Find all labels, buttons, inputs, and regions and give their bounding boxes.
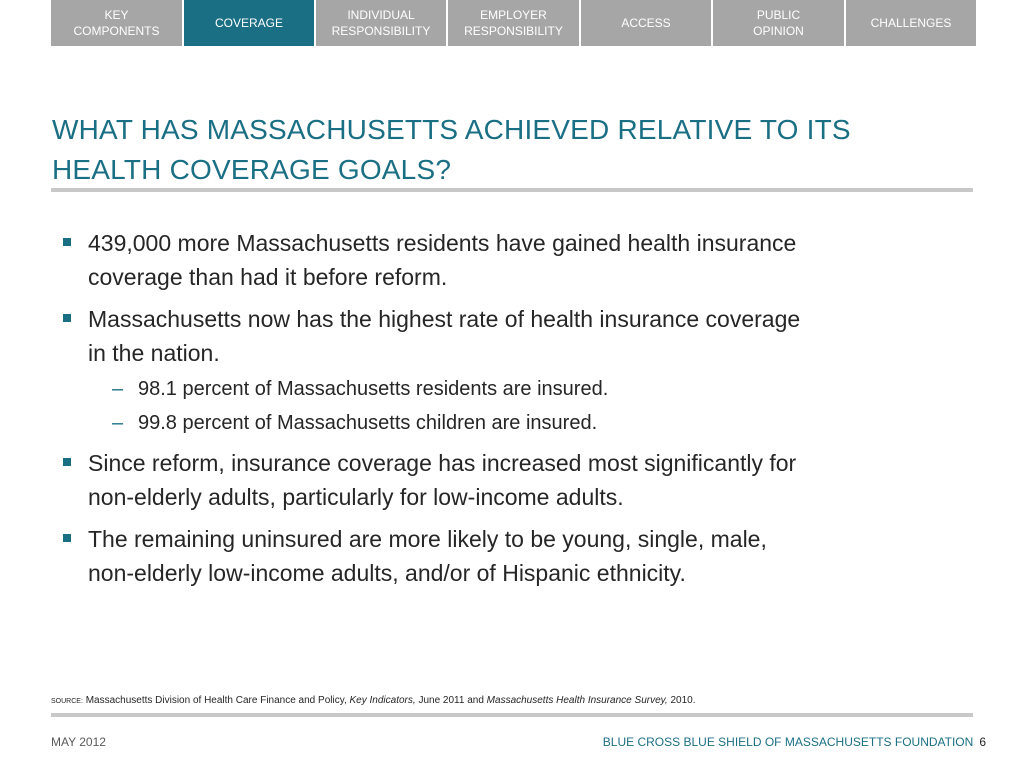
source-italic: Massachusetts Health Insurance Survey, bbox=[486, 695, 668, 706]
bullet-text-line2: non-elderly low-income adults, and/or of Hispanic ethnicity. bbox=[88, 560, 686, 586]
bullet-text-line2: non-elderly adults, particularly for low-income adults. bbox=[88, 484, 624, 510]
tab-label-line1: EMPLOYER bbox=[480, 8, 547, 22]
source-note bbox=[51, 694, 696, 709]
sub-bullet-text: 99.8 percent of Massachusetts children are insured. bbox=[138, 412, 598, 434]
bullet-text-line1: Massachusetts now has the highest rate of health insurance coverage bbox=[88, 306, 801, 332]
bullet-item bbox=[62, 446, 922, 514]
source-text: Massachusetts Division of Health Care Finance and Policy, bbox=[85, 695, 347, 706]
tab-label-line1: PUBLIC bbox=[756, 8, 801, 22]
dash-bullet-icon: – bbox=[112, 412, 124, 434]
source-text: 2010. bbox=[670, 695, 696, 706]
footer-date: MAY 2012 bbox=[51, 735, 106, 749]
dash-bullet-icon: – bbox=[112, 378, 124, 400]
tab-label: CHALLENGES bbox=[870, 16, 952, 30]
section-nav bbox=[51, 0, 976, 46]
sub-bullet-item bbox=[62, 408, 922, 438]
bullet-item bbox=[62, 302, 922, 370]
bullet-text-line2: in the nation. bbox=[88, 340, 220, 366]
tab-label-line2: RESPONSIBILITY bbox=[331, 24, 431, 38]
tab-access[interactable] bbox=[581, 0, 711, 46]
bullet-text-line2: coverage than had it before reform. bbox=[88, 264, 448, 290]
source-text: June 2011 and bbox=[418, 695, 484, 706]
tab-label-line1: INDIVIDUAL bbox=[347, 8, 415, 22]
sub-bullet-item bbox=[62, 374, 922, 404]
tab-label: COVERAGE bbox=[214, 16, 283, 30]
tab-challenges[interactable] bbox=[846, 0, 976, 46]
tab-label-line1: KEY bbox=[104, 8, 129, 22]
source-italic: Key Indicators, bbox=[349, 695, 416, 706]
tab-label-line2: OPINION bbox=[753, 24, 804, 38]
tab-individual-responsibility[interactable] bbox=[316, 0, 446, 46]
tab-coverage[interactable] bbox=[184, 0, 314, 46]
tab-key-components[interactable] bbox=[51, 0, 182, 46]
title-divider bbox=[51, 188, 973, 192]
source-label: SOURCE: bbox=[51, 698, 83, 705]
bullet-list bbox=[62, 226, 922, 598]
square-bullet-icon bbox=[63, 238, 71, 246]
tab-label-line2: RESPONSIBILITY bbox=[464, 24, 563, 38]
footer-org-name: BLUE CROSS BLUE SHIELD OF MASSACHUSETTS FOUNDATION bbox=[602, 735, 974, 749]
square-bullet-icon bbox=[63, 458, 71, 466]
bullet-text-line1: The remaining uninsured are more likely to be young, single, male, bbox=[88, 526, 767, 552]
bullet-text-line1: 439,000 more Massachusetts residents have gained health insurance bbox=[88, 230, 797, 256]
slide-title bbox=[52, 110, 932, 190]
slide-title-line2: HEALTH COVERAGE GOALS? bbox=[52, 154, 452, 185]
bullet-text-line1: Since reform, insurance coverage has increased most significantly for bbox=[88, 450, 797, 476]
bullet-item bbox=[62, 522, 922, 590]
footer-org bbox=[603, 735, 986, 749]
slide-title-line1: WHAT HAS MASSACHUSETTS ACHIEVED RELATIVE TO ITS bbox=[52, 114, 851, 145]
tab-employer-responsibility[interactable] bbox=[448, 0, 579, 46]
tab-label-line2: COMPONENTS bbox=[73, 24, 160, 38]
square-bullet-icon bbox=[63, 534, 71, 542]
tab-public-opinion[interactable] bbox=[713, 0, 844, 46]
square-bullet-icon bbox=[63, 314, 71, 322]
page-number: 6 bbox=[979, 735, 986, 749]
tab-label: ACCESS bbox=[621, 16, 671, 30]
bullet-item bbox=[62, 226, 922, 294]
sub-bullet-text: 98.1 percent of Massachusetts residents are insured. bbox=[138, 378, 609, 400]
footer-divider bbox=[51, 713, 973, 717]
